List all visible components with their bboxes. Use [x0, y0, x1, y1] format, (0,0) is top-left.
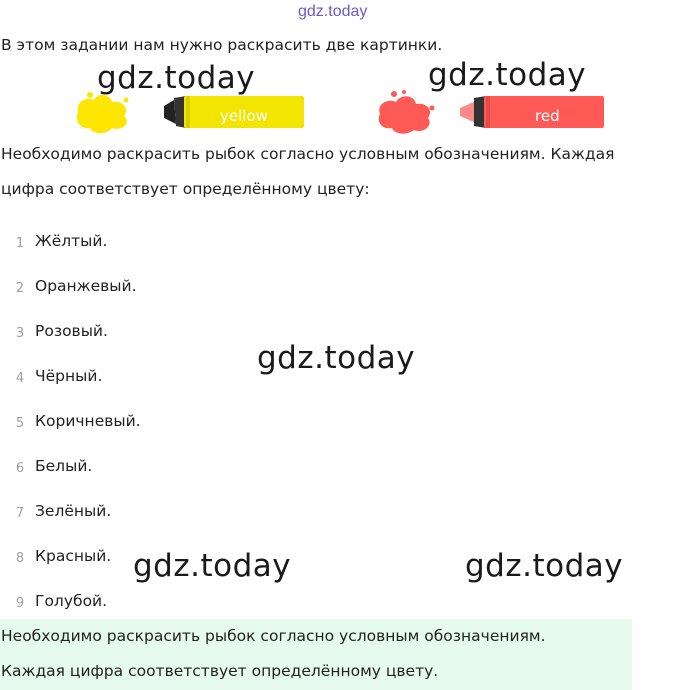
list-item-text: Зелёный.: [35, 502, 112, 520]
list-item-number: 7: [15, 506, 25, 521]
answer-note: [0, 619, 632, 690]
list-item-text: Голубой.: [35, 592, 108, 610]
instruction-line-2: цифра соответствует определённому цвету:: [1, 180, 370, 198]
watermark-marker-red: gdz.today: [428, 57, 587, 93]
answer-note-line-2: Каждая цифра соответствует определённому цвету.: [1, 662, 439, 680]
list-item-number: 5: [15, 416, 25, 431]
list-item-number: 1: [15, 236, 25, 251]
marker-red-label: red: [535, 107, 560, 125]
intro-text: В этом задании нам нужно раскрасить две картинки.: [1, 36, 443, 54]
marker-yellow-label: yellow: [220, 107, 268, 125]
list-item-text: Оранжевый.: [35, 277, 137, 295]
watermark-bottom-left: gdz.today: [133, 548, 292, 584]
watermark-bottom-right: gdz.today: [465, 548, 624, 584]
instruction-line-1: Необходимо раскрасить рыбок согласно условным обозначениям. Каждая: [1, 145, 615, 163]
list-item-text: Красный.: [35, 547, 112, 565]
list-item-text: Чёрный.: [35, 367, 103, 385]
list-item-text: Коричневый.: [35, 412, 141, 430]
list-item-number: 8: [15, 551, 25, 566]
list-item-number: 4: [15, 371, 25, 386]
list-item-number: 2: [15, 281, 25, 296]
list-item-text: Жёлтый.: [35, 232, 108, 250]
list-item-text: Белый.: [35, 457, 93, 475]
watermark-marker-yellow: gdz.today: [97, 60, 256, 96]
site-watermark-top: gdz.today: [298, 3, 368, 20]
marker-red: [374, 88, 614, 136]
red-highlighter-icon: [374, 88, 614, 136]
answer-note-line-1: Необходимо раскрасить рыбок согласно условным обозначениям.: [1, 627, 546, 645]
list-item-number: 6: [15, 461, 25, 476]
list-item-text: Розовый.: [35, 322, 108, 340]
watermark-center: gdz.today: [257, 340, 416, 376]
list-item-number: 9: [15, 596, 25, 611]
list-item-number: 3: [15, 326, 25, 341]
